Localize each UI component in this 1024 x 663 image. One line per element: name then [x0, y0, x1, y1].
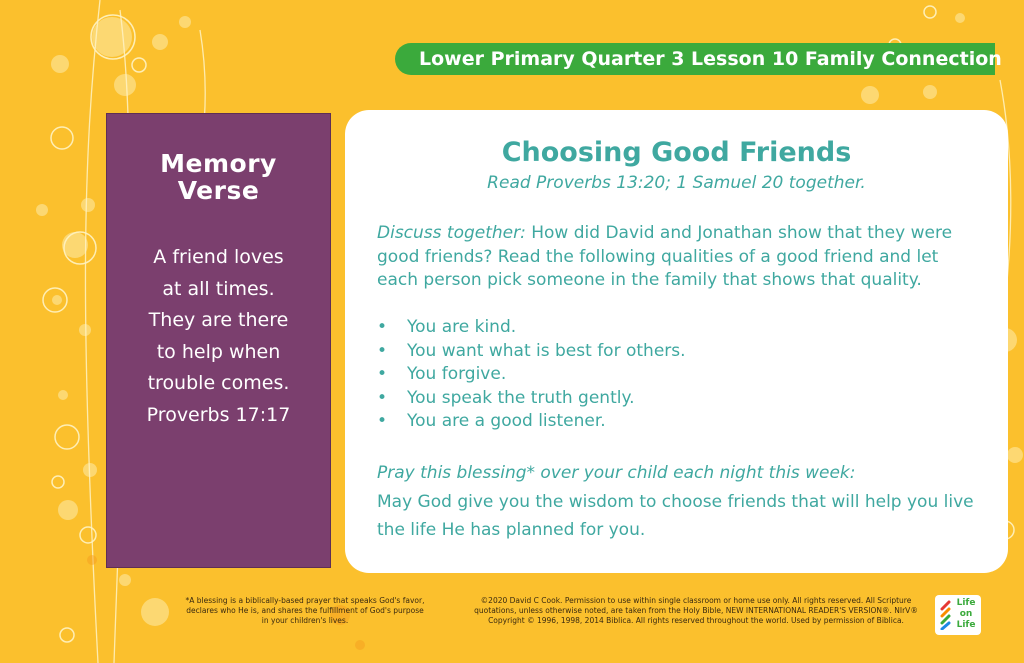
lesson-subtitle: Read Proverbs 13:20; 1 Samuel 20 together. [487, 173, 866, 193]
list-item [377, 316, 686, 340]
bullet-icon: • [377, 317, 388, 337]
bullet-icon: • [377, 364, 388, 384]
verse-line: trouble comes. [147, 372, 290, 394]
logo-word: Life [956, 620, 976, 630]
logo-text [952, 598, 980, 631]
verse-line: A friend loves [153, 246, 284, 268]
qualities-list [377, 316, 686, 434]
logo-word: on [959, 609, 973, 619]
list-item [377, 387, 686, 411]
blessing-label: Pray this blessing* over your child each night this week: [377, 463, 856, 483]
lesson-title: Choosing Good Friends [501, 137, 852, 168]
list-item-text: You want what is best for others. [407, 340, 686, 361]
bullet-icon: • [377, 387, 388, 408]
list-item-text: You are a good listener. [407, 411, 606, 431]
lesson-card [345, 110, 1008, 573]
verse-reference: Proverbs 17:17 [146, 403, 291, 426]
memory-verse-panel [106, 113, 331, 568]
copyright-notice: ©2020 David C Cook. Permission to use within single classroom or home use only. All rights reserved. All Scripture quotations, unless otherwise noted, are taken from the Holy Bible, NEW INTERNATIONAL READER'S VERSION®. NIrV® Copyright © 1996, 1998, 2014 Biblica. All rights reserved throughout the world. Used by permission of Biblica. [474, 596, 918, 625]
list-item-text: You forgive. [407, 364, 507, 384]
logo-mark-icon [939, 600, 951, 630]
life-on-life-logo [935, 595, 981, 635]
memory-title-line: Verse [177, 176, 260, 205]
list-item [377, 410, 686, 434]
list-item-text: You are kind. [407, 317, 517, 337]
verse-line: to help when [156, 340, 281, 363]
discussion-paragraph [377, 222, 977, 293]
discuss-text: How did David and Jonathan show that they were good friends? Read the following qualities of a good friend and let each person pick someone in the family that shows that quality. [377, 223, 953, 290]
list-item [377, 363, 686, 387]
bullet-icon: • [377, 411, 388, 431]
logo-word: Life [956, 598, 976, 608]
lesson-banner: Lower Primary Quarter 3 Lesson 10 Family Connection [395, 43, 995, 75]
verse-line: They are there [148, 309, 289, 331]
memory-verse-text [107, 242, 330, 431]
list-item-text: You speak the truth gently. [407, 387, 635, 408]
verse-line: at all times. [162, 277, 275, 300]
blessing-footnote: *A blessing is a biblically-based prayer that speaks God's favor, declares who He is, and shares the fulfillment of God's purpose in your children's lives. [185, 596, 425, 625]
blessing-text: May God give you the wisdom to choose friends that will help you live the life He has planned for you. [377, 492, 974, 540]
discuss-label: Discuss together: [377, 223, 526, 243]
memory-verse-title [107, 150, 330, 204]
memory-title-line: Memory [160, 149, 277, 178]
bullet-icon: • [377, 340, 388, 361]
list-item [377, 340, 686, 364]
